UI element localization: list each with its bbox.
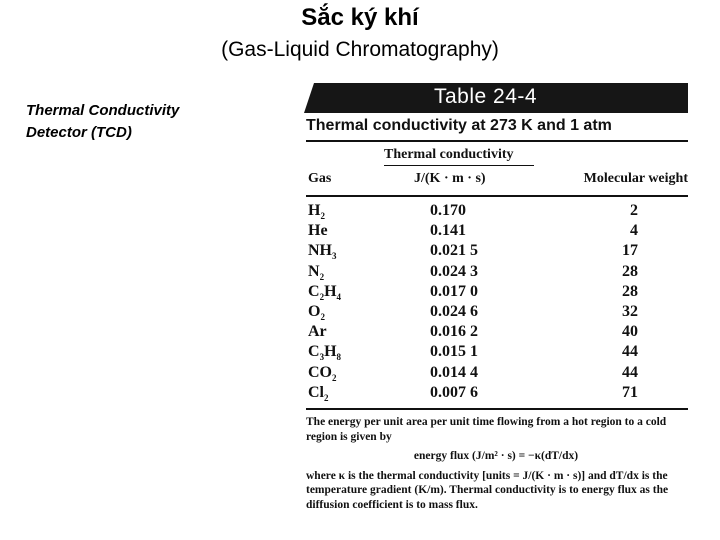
gas-subscript: 2	[319, 271, 325, 282]
thermal-conductivity-value: 0.015 1	[430, 343, 478, 361]
table-caption: Thermal conductivity at 273 K and 1 atm	[306, 117, 612, 134]
gas-symbol: He	[308, 222, 328, 240]
molecular-weight-value: 17	[622, 242, 638, 260]
gas-name	[308, 384, 329, 403]
gas-name	[308, 242, 337, 261]
thermal-conductivity-value: 0.017 0	[430, 282, 478, 300]
molecular-weight-value: 44	[622, 343, 638, 361]
molecular-weight-value: 28	[622, 282, 638, 300]
thermal-conductivity-value: 0.024 6	[430, 302, 478, 320]
divider	[306, 140, 688, 142]
gas-symbol: CO	[308, 363, 332, 381]
molecular-weight-value: 2	[630, 202, 638, 219]
molecular-weight-value: 44	[622, 363, 638, 381]
gas-symbol: Cl	[308, 383, 324, 401]
gas-subscript: 2	[332, 372, 337, 383]
divider	[306, 408, 688, 410]
gas-subscript: 2	[324, 392, 329, 403]
gas-symbol: Ar	[308, 323, 327, 341]
table-row	[304, 323, 690, 343]
gas-name	[308, 303, 325, 322]
gas-name	[308, 263, 324, 282]
thermal-conductivity-value: 0.141	[430, 222, 466, 240]
gas-subscript: 4	[336, 291, 342, 302]
gas-symbol: C	[308, 343, 320, 361]
table-row	[304, 343, 690, 363]
gas-symbol: N	[308, 262, 320, 280]
molecular-weight-value: 32	[622, 302, 638, 320]
gas-symbol: C	[308, 282, 320, 300]
table-label: Table 24-4	[434, 85, 538, 108]
table-footnote	[306, 415, 686, 512]
thermal-conductivity-value: 0.016 2	[430, 323, 478, 341]
thermal-conductivity-value: 0.007 6	[430, 383, 478, 401]
side-note	[26, 100, 179, 144]
side-note-line2: Detector (TCD)	[26, 124, 132, 141]
gas-symbol: H	[308, 202, 321, 219]
gas-subscript: 2	[320, 312, 325, 323]
thermal-conductivity-value: 0.024 3	[430, 262, 478, 280]
table-row	[304, 364, 690, 384]
gas-subscript: 3	[319, 352, 325, 363]
table-row	[304, 303, 690, 323]
footnote-text: where κ is the thermal conductivity [units = J/(K · m · s)] and dT/dx is the temperature gradient (K/m). Thermal conductivity is to energy flux as the diffusion coefficient is to mass flux.	[306, 469, 669, 511]
table-row	[304, 384, 690, 404]
gas-symbol: O	[308, 302, 321, 320]
gas-subscript: 8	[336, 352, 342, 363]
header-molecular-weight: Molecular weight	[583, 171, 688, 186]
table-row	[304, 242, 690, 262]
molecular-weight-value: 40	[622, 323, 638, 341]
page-subtitle: (Gas-Liquid Chromatography)	[221, 38, 499, 61]
table-row	[304, 202, 690, 222]
thermal-conductivity-value: 0.014 4	[430, 363, 478, 381]
divider	[384, 165, 534, 166]
table-image	[304, 83, 692, 523]
molecular-weight-value: 71	[622, 383, 638, 401]
table-row	[304, 283, 690, 303]
thermal-conductivity-value: 0.021 5	[430, 242, 478, 260]
footnote-text: The energy per unit area per unit time flowing from a hot region to a cold region is given by	[306, 416, 667, 443]
footnote-equation: energy flux (J/m² · s) = −κ(dT/dx)	[413, 450, 579, 462]
header-thermal-conductivity: Thermal conductivity	[384, 147, 514, 162]
header-units: J/(K · m · s)	[414, 171, 486, 186]
table-body	[304, 202, 690, 404]
molecular-weight-value: 28	[622, 262, 638, 280]
molecular-weight-value: 4	[630, 222, 638, 240]
table-row	[304, 263, 690, 283]
gas-subscript: 2	[319, 291, 325, 302]
table-row	[304, 222, 690, 242]
gas-name	[308, 323, 327, 341]
page-title: Sắc ký khí	[301, 4, 419, 31]
side-note-line1: Thermal Conductivity	[26, 102, 180, 119]
divider	[306, 195, 688, 197]
gas-name	[308, 343, 341, 362]
gas-name	[308, 283, 341, 302]
gas-symbol: H	[324, 282, 337, 300]
gas-symbol: NH	[308, 242, 332, 260]
gas-name	[308, 222, 328, 240]
thermal-conductivity-value: 0.170	[430, 202, 466, 219]
gas-symbol: H	[324, 343, 337, 361]
gas-name	[308, 364, 337, 383]
header-gas: Gas	[308, 171, 332, 186]
gas-name	[308, 202, 325, 221]
gas-subscript: 2	[320, 211, 325, 222]
gas-subscript: 3	[332, 251, 337, 262]
